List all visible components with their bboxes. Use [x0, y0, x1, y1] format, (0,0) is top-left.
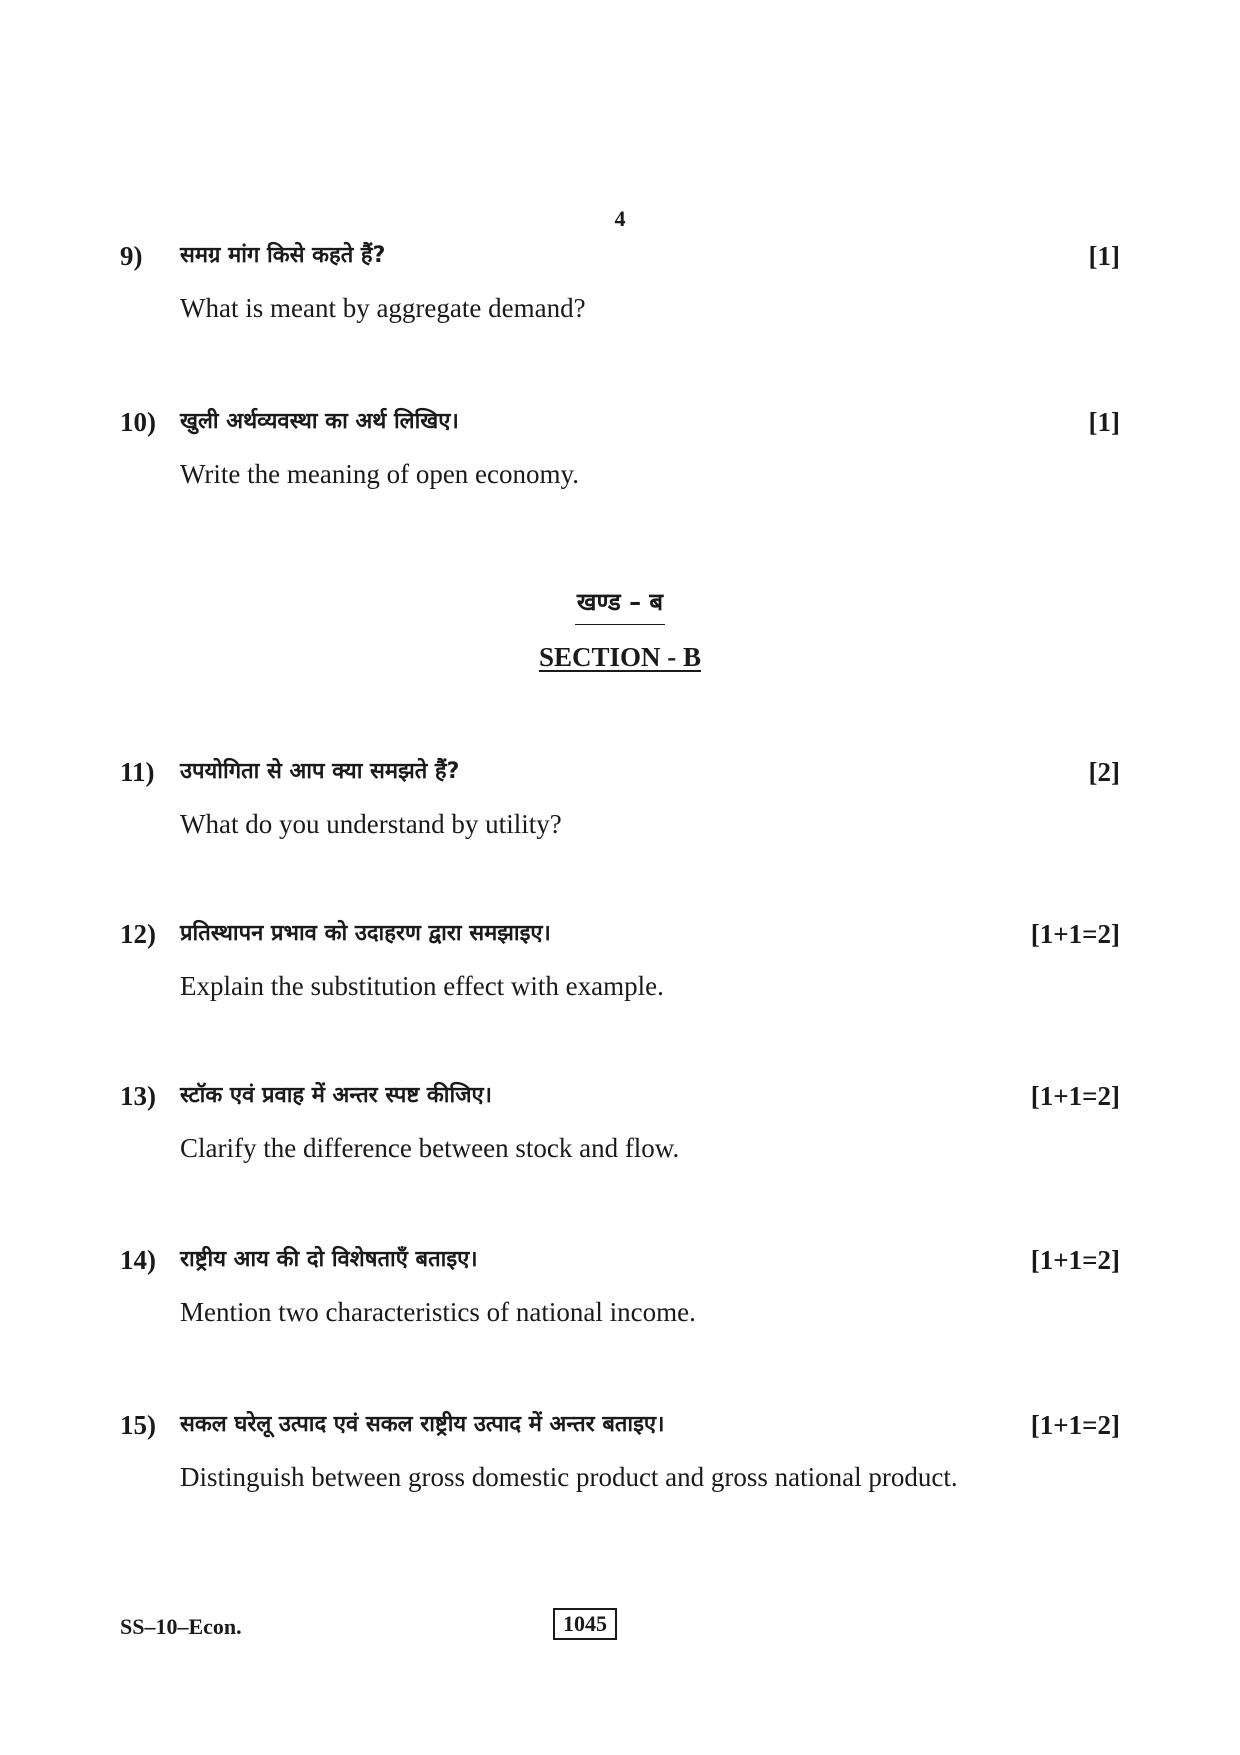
- question-12: [120, 914, 1120, 1006]
- page-number: 4: [614, 206, 626, 231]
- question-14: [120, 1240, 1120, 1332]
- question-10: [120, 402, 1120, 494]
- question-9: [120, 236, 1120, 328]
- question-hindi-text: सकल घरेलू उत्पाद एवं सकल राष्ट्रीय उत्पाद में अन्तर बताइए।: [180, 1412, 665, 1437]
- question-13: [120, 1076, 1120, 1168]
- question-marks: [1+1=2]: [1030, 1081, 1120, 1111]
- question-hindi-text: खुली अर्थव्यवस्था का अर्थ लिखिए।: [180, 409, 459, 434]
- question-number: 12): [120, 919, 156, 949]
- question-number: 14): [120, 1245, 156, 1275]
- question-number: 10): [120, 407, 156, 437]
- question-english-text: What do you understand by utility?: [180, 809, 562, 839]
- paper-code: SS–10–Econ.: [120, 1614, 242, 1639]
- question-marks: [1]: [1088, 241, 1120, 271]
- question-english-text: Write the meaning of open economy.: [180, 459, 580, 489]
- question-hindi-text: समग्र मांग किसे कहते हैं?: [180, 243, 386, 268]
- question-11: [120, 752, 1120, 844]
- question-marks: [1]: [1088, 407, 1120, 437]
- question-english-text: What is meant by aggregate demand?: [180, 293, 586, 323]
- question-marks: [2]: [1088, 757, 1120, 787]
- question-english-text: Mention two characteristics of national income.: [180, 1297, 696, 1327]
- question-english-text: Distinguish between gross domestic product and gross national product.: [180, 1462, 958, 1492]
- question-number: 9): [120, 241, 143, 271]
- question-hindi-text: उपयोगिता से आप क्या समझते हैं?: [180, 759, 460, 784]
- question-english-text: Explain the substitution effect with example.: [180, 971, 664, 1001]
- paper-number-box: 1045: [553, 1608, 617, 1640]
- section-heading-english: SECTION - B: [538, 642, 702, 672]
- section-heading-hindi: [0, 584, 1240, 625]
- question-marks: [1+1=2]: [1030, 1245, 1120, 1275]
- question-number: 11): [120, 757, 155, 787]
- question-english-text: Clarify the difference between stock and flow.: [180, 1133, 680, 1163]
- question-15: [120, 1405, 1120, 1497]
- question-marks: [1+1=2]: [1030, 1410, 1120, 1440]
- question-number: 13): [120, 1081, 156, 1111]
- question-number: 15): [120, 1410, 156, 1440]
- question-hindi-text: स्टॉक एवं प्रवाह में अन्तर स्पष्ट कीजिए।: [180, 1083, 493, 1108]
- question-hindi-text: प्रतिस्थापन प्रभाव को उदाहरण द्वारा समझाइए।: [180, 921, 551, 946]
- question-marks: [1+1=2]: [1030, 919, 1120, 949]
- section-heading-hindi-text: खण्ड – ब: [575, 584, 665, 625]
- question-hindi-text: राष्ट्रीय आय की दो विशेषताएँ बताइए।: [180, 1247, 478, 1272]
